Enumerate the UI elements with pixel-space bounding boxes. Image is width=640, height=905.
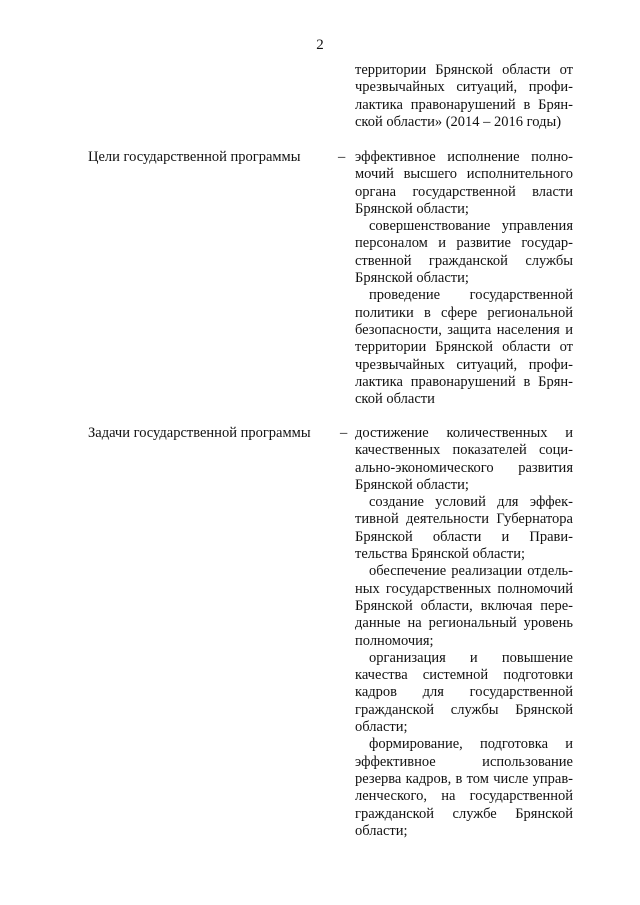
- text-line: гражданской службы Брянской: [355, 701, 573, 718]
- text-line: резерва кадров, в том числе управ-: [355, 770, 573, 787]
- text-line: Брянской области, включая пере-: [355, 597, 573, 614]
- text-line: территории Брянской области от: [355, 62, 573, 78]
- text-line: ственной гражданской службы: [355, 252, 573, 269]
- text-line: Брянской области и Прави-: [355, 528, 573, 545]
- task-item: [355, 736, 573, 840]
- text-line: ленческого, на государственной: [355, 788, 573, 805]
- text-line: лактика правонарушений в Брян-: [355, 373, 573, 390]
- text-line: области;: [355, 719, 408, 736]
- task-item: [355, 425, 573, 494]
- text-line: политики в сфере региональной: [355, 304, 573, 321]
- text-line: лактика правонарушений в Брян-: [355, 96, 573, 113]
- text-line: персоналом и развитие государ-: [355, 235, 573, 252]
- text-line: безопасности, защита населения и: [355, 321, 573, 338]
- text-line: чрезвычайных ситуаций, профи-: [355, 356, 573, 373]
- text-line: кадров для государственной: [355, 684, 573, 701]
- goals-list: [355, 149, 573, 408]
- text-line: ных государственных полномочий: [355, 580, 573, 597]
- text-line: эффективное исполнение полно-: [355, 149, 573, 165]
- tasks-list: [355, 425, 573, 840]
- text-line: Брянской области;: [355, 270, 469, 287]
- task-item: [355, 494, 573, 563]
- text-line: качества системной подготовки: [355, 667, 573, 684]
- text-line: Брянской области;: [355, 476, 469, 493]
- goal-item: [355, 287, 573, 408]
- text-line: территории Брянской области от: [355, 339, 573, 356]
- text-line: организация и повышение: [369, 649, 573, 666]
- task-item: [355, 650, 573, 736]
- tasks-dash: –: [340, 425, 348, 441]
- program-title-continuation: [355, 62, 573, 131]
- text-line: эффективное использование: [355, 753, 573, 770]
- text-line: органа государственной власти: [355, 183, 573, 200]
- text-line: тивной деятельности Губернатора: [355, 511, 573, 528]
- goal-item: [355, 149, 573, 218]
- goals-label: Цели государственной программы: [88, 149, 301, 165]
- text-line: ской области» (2014 – 2016 годы): [355, 113, 562, 130]
- tasks-label: Задачи государственной программы: [88, 425, 311, 441]
- text-line: чрезвычайных ситуаций, профи-: [355, 79, 573, 96]
- text-line: проведение государственной: [369, 287, 573, 304]
- text-line: качественных показателей соци-: [355, 442, 573, 459]
- text-line: области;: [355, 822, 408, 839]
- text-line: тельства Брянской области;: [355, 546, 525, 563]
- goal-item: [355, 218, 573, 287]
- page-number: 2: [316, 37, 324, 53]
- text-line: полномочия;: [355, 632, 434, 649]
- text-line: создание условий для эффек-: [369, 494, 573, 511]
- goals-dash: –: [338, 149, 346, 165]
- text-line: достижение количественных и: [355, 425, 573, 441]
- text-line: мочий высшего исполнительного: [355, 166, 573, 183]
- text-line: Брянской области;: [355, 200, 469, 217]
- text-line: гражданской службе Брянской: [355, 805, 573, 822]
- text-line: совершенствование управления: [369, 218, 573, 235]
- text-line: формирование, подготовка и: [369, 736, 573, 753]
- text-line: ской области: [355, 391, 435, 408]
- text-line: обеспечение реализации отдель-: [369, 563, 573, 580]
- text-line: данные на региональный уровень: [355, 615, 573, 632]
- text-line: ально-экономического развития: [355, 459, 573, 476]
- task-item: [355, 563, 573, 649]
